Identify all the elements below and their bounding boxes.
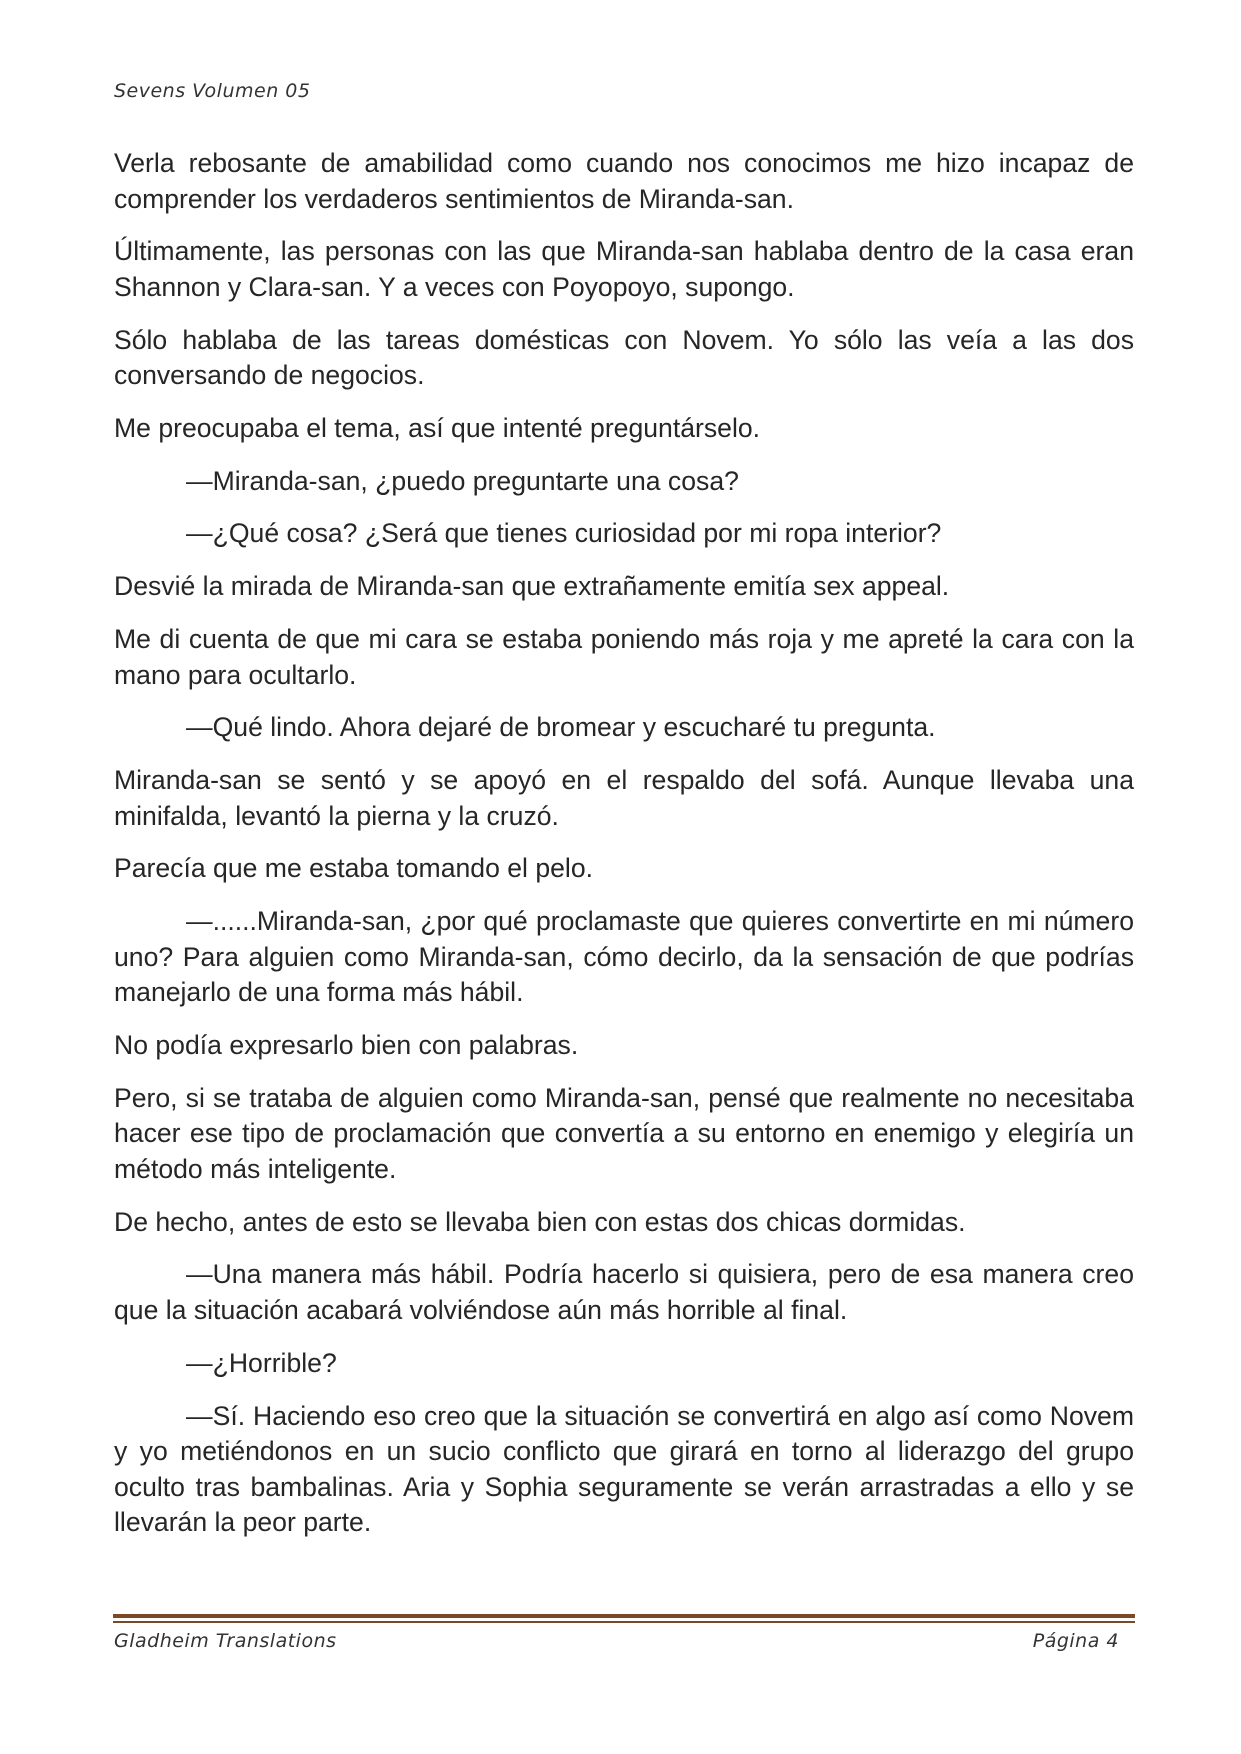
paragraph: Últimamente, las personas con las que Miranda-san hablaba dentro de la casa eran Shannon y Clara-san. Y a veces con Poyopoyo, supongo. — [114, 236, 1134, 302]
dialog-paragraph: —¿Horrible? — [186, 1347, 337, 1378]
paragraph: Me di cuenta de que mi cara se estaba poniendo más roja y me apreté la cara con la mano para ocultarlo. — [114, 624, 1134, 690]
paragraph: Sólo hablaba de las tareas domésticas con Novem. Yo sólo las veía a las dos conversando de negocios. — [114, 324, 1134, 391]
paragraph: Parecía que me estaba tomando el pelo. — [114, 853, 593, 884]
page-number: Página 4 — [1032, 1630, 1119, 1652]
dialog-paragraph: —......Miranda-san, ¿por qué proclamaste que quieres convertirte en mi número uno? Para alguien como Miranda-san, cómo decirlo, da la sensación de que podrías manejarlo de una forma más hábil. — [114, 906, 1134, 1008]
dialog-paragraph: —Miranda-san, ¿puedo preguntarte una cosa? — [186, 465, 739, 496]
paragraph: Verla rebosante de amabilidad como cuando nos conocimos me hizo incapaz de comprender los verdaderos sentimientos de Miranda-san. — [114, 148, 1134, 214]
page-body — [114, 146, 1134, 1558]
footer-translator: Gladheim Translations — [114, 1630, 337, 1652]
paragraph: De hecho, antes de esto se llevaba bien con estas dos chicas dormidas. — [114, 1206, 966, 1237]
paragraph: Desvié la mirada de Miranda-san que extrañamente emitía sex appeal. — [114, 571, 950, 602]
footer-rule-thin — [113, 1621, 1135, 1623]
paragraph: No podía expresarlo bien con palabras. — [114, 1030, 579, 1061]
paragraph: Miranda-san se sentó y se apoyó en el respaldo del sofá. Aunque llevaba una minifalda, levantó la pierna y la cruzó. — [114, 765, 1134, 831]
dialog-paragraph: —Qué lindo. Ahora dejaré de bromear y escucharé tu pregunta. — [186, 712, 936, 743]
dialog-paragraph: —Una manera más hábil. Podría hacerlo si quisiera, pero de esa manera creo que la situación acabará volviéndose aún más horrible al final. — [114, 1259, 1134, 1325]
paragraph: Pero, si se trataba de alguien como Miranda-san, pensé que realmente no necesitaba hacer ese tipo de proclamación que convertía a su entorno en enemigo y elegiría un método más inteligente. — [114, 1082, 1134, 1184]
dialog-paragraph: —Sí. Haciendo eso creo que la situación se convertirá en algo así como Novem y yo metiéndonos en un sucio conflicto que girará en torno al liderazgo del grupo oculto tras bambalinas. Aria y Sophia seguramente se verán arrastradas a ello y se llevarán la peor parte. — [114, 1400, 1134, 1538]
dialog-paragraph: —¿Qué cosa? ¿Será que tienes curiosidad por mi ropa interior? — [186, 518, 942, 549]
footer-rule-thick — [113, 1614, 1135, 1618]
running-header: Sevens Volumen 05 — [114, 80, 311, 102]
paragraph: Me preocupaba el tema, así que intenté preguntárselo. — [114, 412, 761, 443]
